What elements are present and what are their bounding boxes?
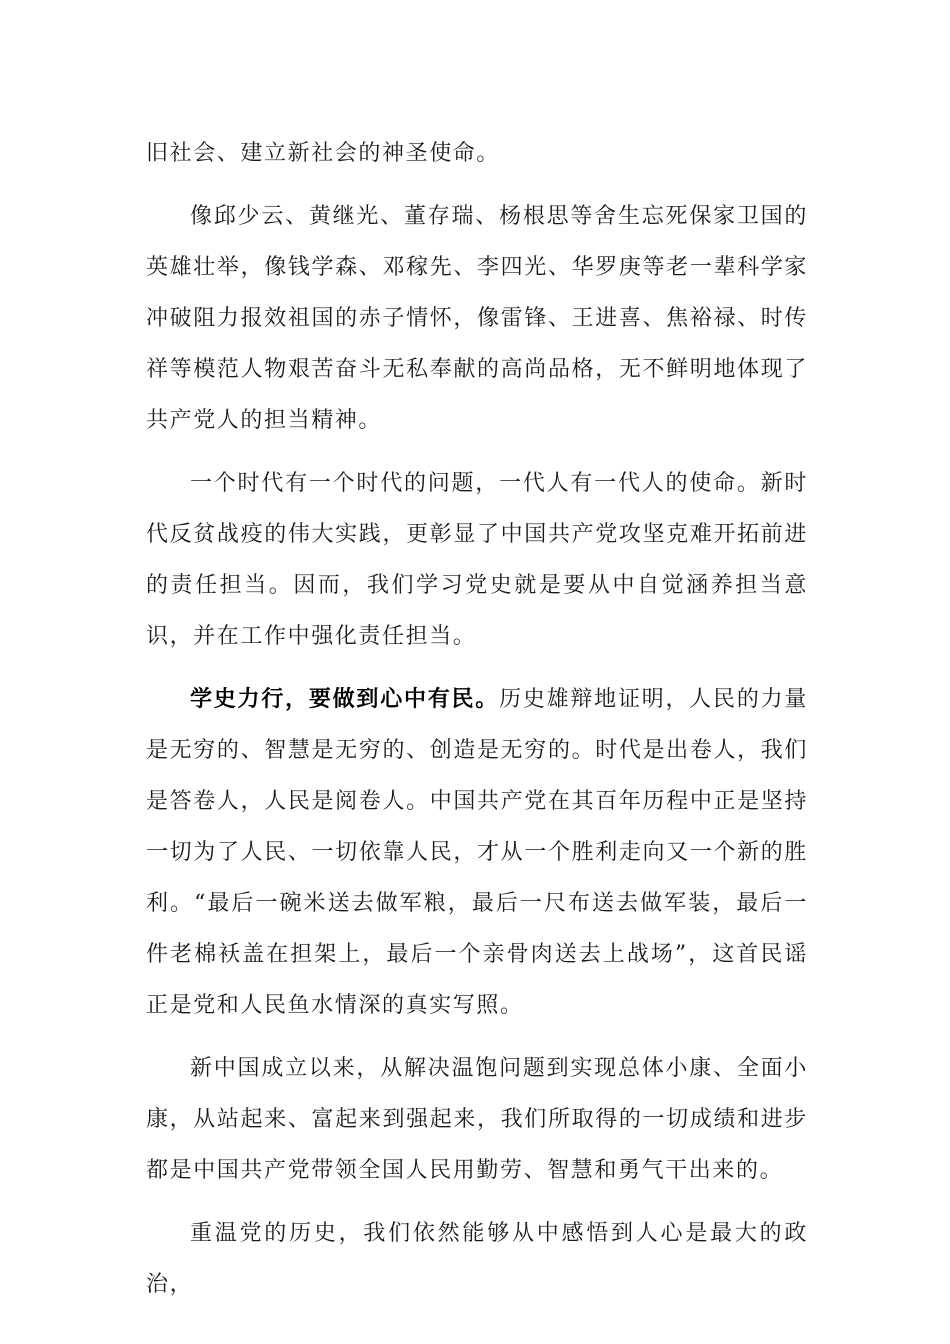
paragraph-6 bbox=[146, 1208, 808, 1310]
paragraph-5-text: 新中国成立以来，从解决温饱问题到实现总体小康、全面小康，从站起来、富起来到强起来，我们所取得的一切成绩和进步都是中国共产党带领全国人民用勤劳、智慧和勇气干出来的。 bbox=[146, 1056, 808, 1183]
paragraph-1 bbox=[146, 128, 808, 179]
paragraph-4-heading: 学史力行，要做到心中有民。 bbox=[190, 686, 500, 712]
paragraph-2-text: 像邱少云、黄继光、董存瑞、杨根思等舍生忘死保家卫国的英雄壮举，像钱学森、邓稼先、李四光、华罗庚等老一辈科学家冲破阻力报效祖国的赤子情怀，像雷锋、王进喜、焦裕禄、时传祥等模范人物艰苦奋斗无私奉献的高尚品格，无不鲜明地体现了共产党人的担当精神。 bbox=[146, 204, 808, 433]
paragraph-1-text: 旧社会、建立新社会的神圣使命。 bbox=[146, 141, 501, 166]
document-body bbox=[146, 128, 808, 1322]
paragraph-2 bbox=[146, 191, 808, 446]
paragraph-5 bbox=[146, 1043, 808, 1196]
paragraph-3 bbox=[146, 458, 808, 662]
paragraph-4 bbox=[146, 674, 808, 1031]
paragraph-3-text: 一个时代有一个时代的问题，一代人有一代人的使命。新时代反贫战疫的伟大实践，更彰显了中国共产党攻坚克难开拓前进的责任担当。因而，我们学习党史就是要从中自觉涵养担当意识，并在工作中强化责任担当。 bbox=[146, 471, 808, 649]
paragraph-6-text: 重温党的历史，我们依然能够从中感悟到人心是最大的政治， bbox=[146, 1221, 808, 1297]
paragraph-4-text: 历史雄辩地证明，人民的力量是无穷的、智慧是无穷的、创造是无穷的。时代是出卷人，我们是答卷人，人民是阅卷人。中国共产党在其百年历程中正是坚持一切为了人民、一切依靠人民，才从一个胜利走向又一个新的胜利。“最后一碗米送去做军粮，最后一尺布送去做军装，最后一件老棉袄盖在担架上，最后一个亲骨肉送去上战场”，这首民谣正是党和人民鱼水情深的真实写照。 bbox=[146, 687, 808, 1018]
